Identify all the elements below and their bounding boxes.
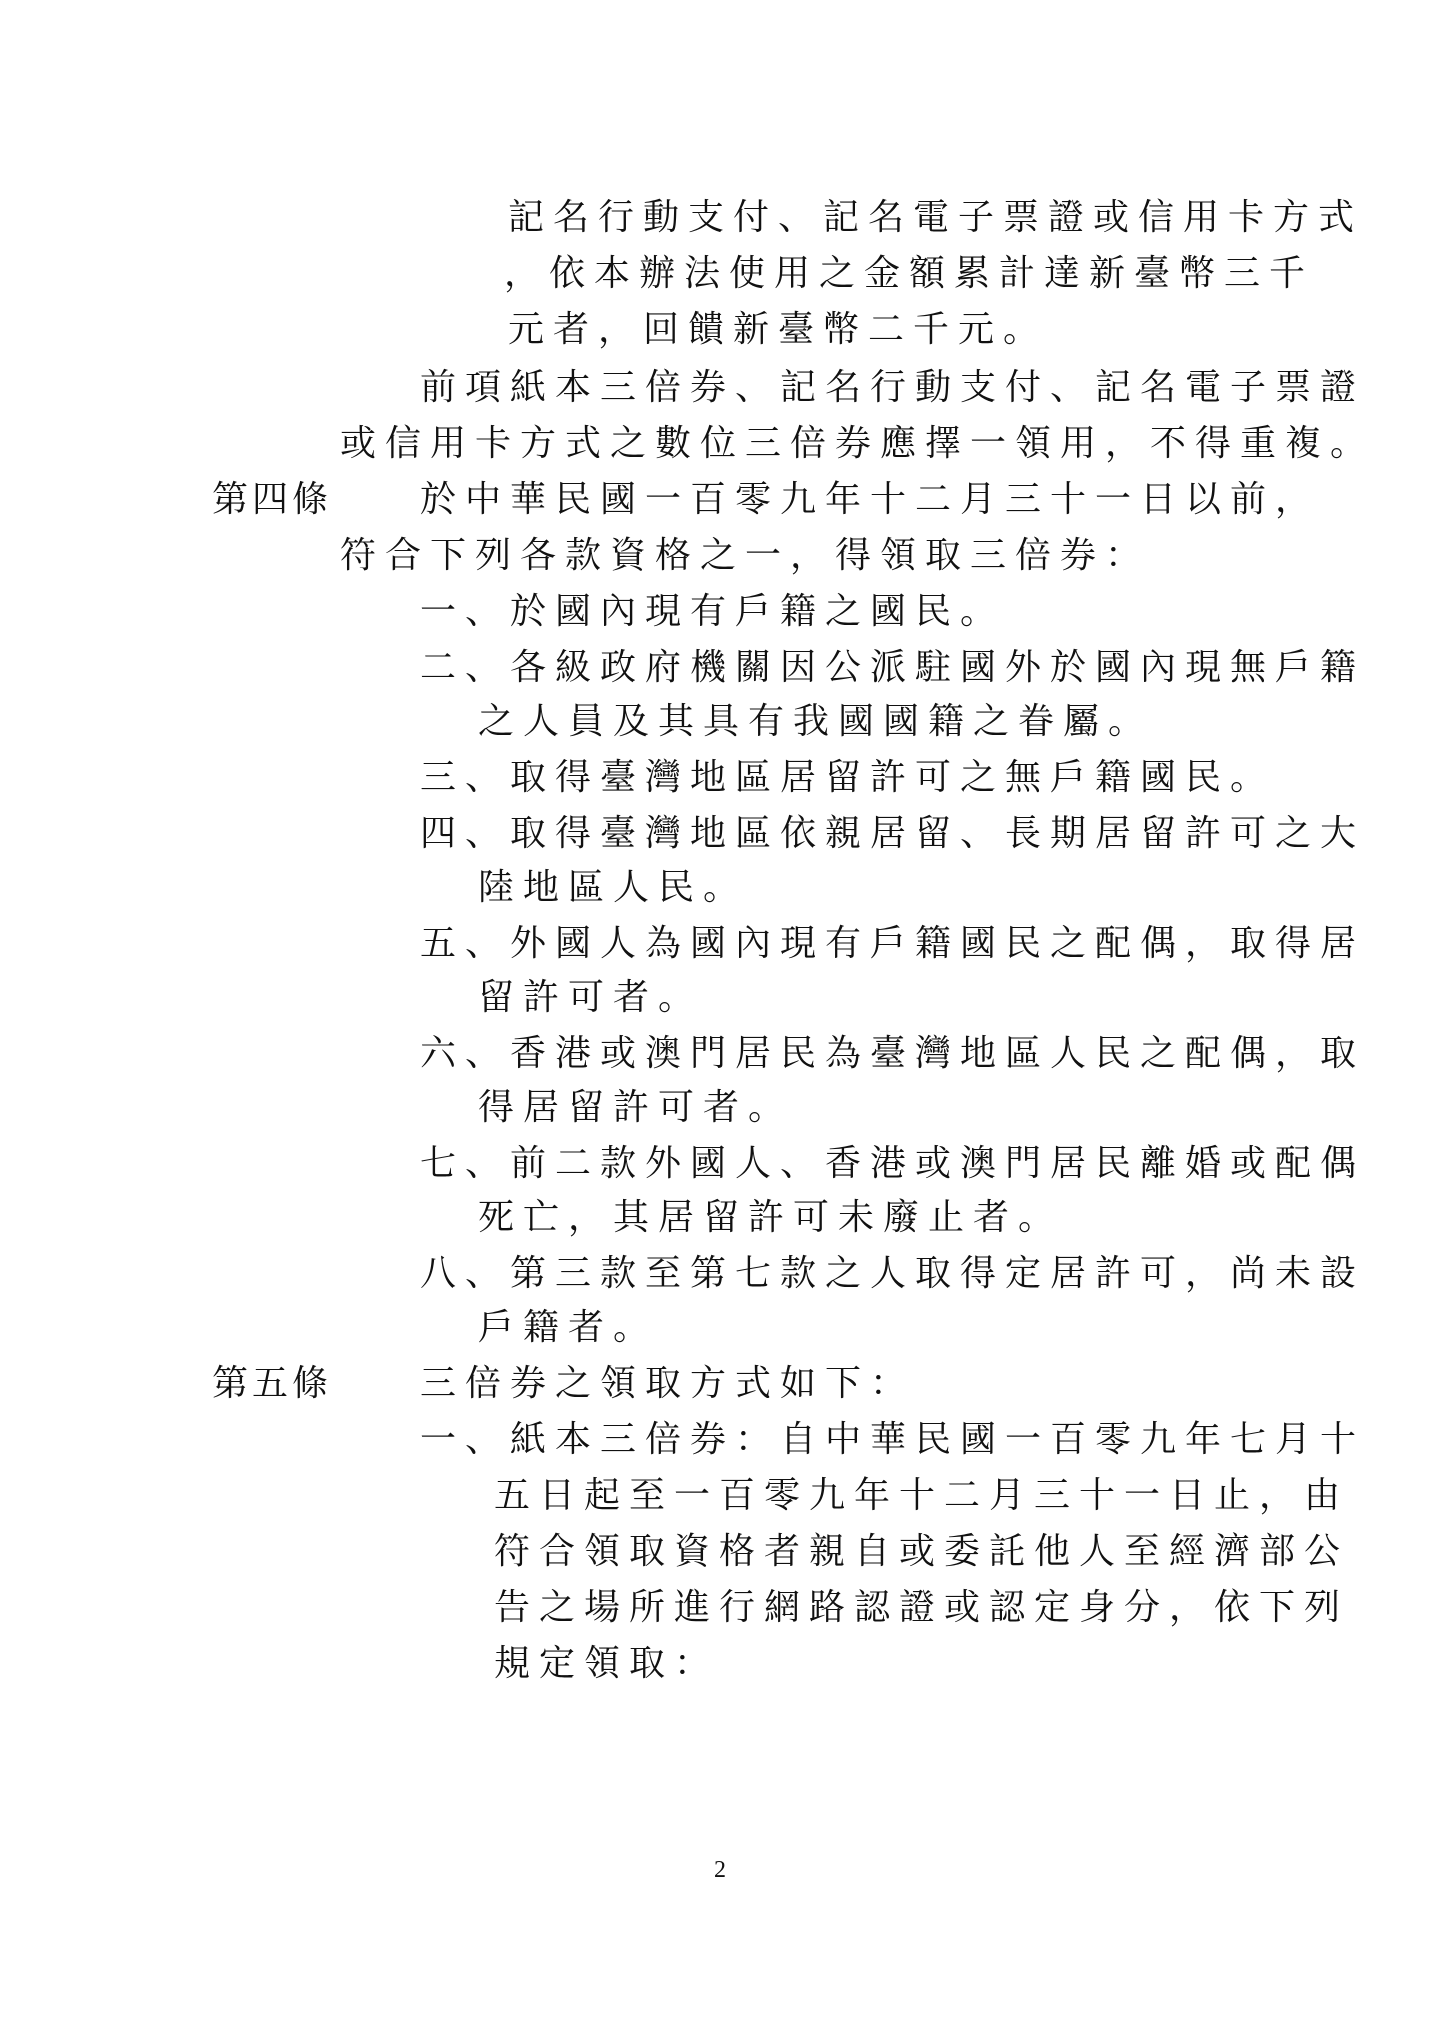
carryover-line-3: 元者，回饋新臺幣二千元。 [508, 309, 1049, 350]
carryover-line-2: ，依本辦法使用之金額累計達新臺幣三千 [504, 253, 1315, 294]
article-4-item-3: 三、取得臺灣地區居留許可之無戶籍國民。 [420, 757, 1276, 798]
article-4-item-5-line-1: 五、外國人為國內現有戶籍國民之配偶，取得居 [420, 923, 1366, 964]
article-4-item-2-line-1: 二、各級政府機關因公派駐國外於國內現無戶籍 [420, 647, 1366, 688]
article-4-item-5-line-2: 留許可者。 [478, 977, 704, 1018]
article-5-item-1-line-2: 五日起至一百零九年十二月三十一日止，由 [494, 1475, 1350, 1516]
article-4-label: 第四條 [212, 479, 333, 520]
article-4-line-1: 於中華民國一百零九年十二月三十一日以前， [420, 479, 1321, 520]
article-4-item-8-line-2: 戶籍者。 [478, 1307, 659, 1348]
article-5-item-1-line-5: 規定領取： [494, 1643, 720, 1684]
paragraph-line-1: 前項紙本三倍券、記名行動支付、記名電子票證 [420, 367, 1366, 408]
article-5-item-1-line-1: 一、紙本三倍券：自中華民國一百零九年七月十 [420, 1419, 1366, 1460]
article-4-item-7-line-1: 七、前二款外國人、香港或澳門居民離婚或配偶 [420, 1143, 1366, 1184]
article-4-item-4-line-2: 陸地區人民。 [478, 867, 749, 908]
paragraph-line-2: 或信用卡方式之數位三倍券應擇一領用，不得重複。 [340, 423, 1376, 464]
article-4-item-6-line-1: 六、香港或澳門居民為臺灣地區人民之配偶，取 [420, 1033, 1366, 1074]
article-5-item-1-line-3: 符合領取資格者親自或委託他人至經濟部公 [494, 1531, 1350, 1572]
carryover-line-1: 記名行動支付、記名電子票證或信用卡方式 [508, 197, 1364, 238]
article-4-item-4-line-1: 四、取得臺灣地區依親居留、長期居留許可之大 [420, 813, 1366, 854]
page-number: 2 [714, 1857, 726, 1883]
article-5-line-1: 三倍券之領取方式如下： [420, 1363, 916, 1404]
article-4-item-1: 一、於國內現有戶籍之國民。 [420, 591, 1006, 632]
article-4-item-8-line-1: 八、第三款至第七款之人取得定居許可，尚未設 [420, 1253, 1366, 1294]
article-5-label: 第五條 [212, 1363, 333, 1404]
article-4-line-2: 符合下列各款資格之一，得領取三倍券： [340, 535, 1151, 576]
article-4-item-7-line-2: 死亡，其居留許可未廢止者。 [478, 1197, 1064, 1238]
article-4-item-2-line-2: 之人員及其具有我國國籍之眷屬。 [478, 701, 1154, 742]
article-5-item-1-line-4: 告之場所進行網路認證或認定身分，依下列 [494, 1587, 1350, 1628]
article-4-item-6-line-2: 得居留許可者。 [478, 1087, 794, 1128]
